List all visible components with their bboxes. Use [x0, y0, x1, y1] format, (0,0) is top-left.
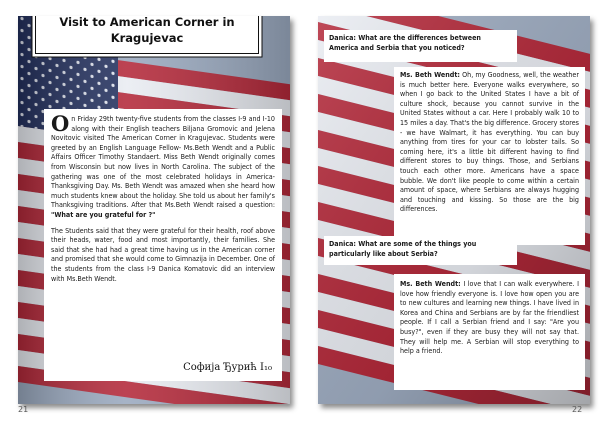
article-title: Visit to American Corner in Kragujevac [35, 16, 259, 54]
answer-1-text: Oh, my Goodness, well, the weather is much better here. Everyone walks everywhere, so when I go back to the United States I have a bit of culture shock, because you cannot survive in the United States without a car. Here I probably walk 10 to 15 miles a day. That's the big difference. Grocery stores - we have Walmart, it has everything. You can buy anything from tires for your car to lobster tails. So coming here, it's a little bit different having to find different stores to buy things. Those, and Serbians touch each other more. Americans have a space bubble. We don't like people to come within a certain amount of space, where Serbians are always hugging and touching and kissing. So those are the big differences. [400, 70, 579, 214]
interview-question-1: Danica: What are the differences between America and Serbia that you noticed? [324, 30, 517, 62]
drop-cap: O [51, 111, 70, 136]
article-paragraph-1 [51, 111, 275, 220]
answer-2-speaker: Ms. Beth Wendt: [400, 279, 461, 288]
grateful-question: "What are you grateful for ?" [51, 209, 156, 219]
article-paragraph-2: The Students said that they were grateful for their health, roof above their heads, water, food and most importantly, their families. She said that she had had a great time having us in the American corner and promised that she would come to Gimnazija in December. One of the students from the class I-9 Danica Komatovic did an interview with Ms.Beth Wendt. [51, 225, 275, 283]
article-text-box [44, 109, 282, 381]
paragraph-1-text: n Friday 29th twenty-five students from the classes I-9 and I-10 along with their English teachers Biljana Gromovic and Jelena Novitovic visited The American Corner in Kragujevac. Students were greeted by an English Language Fellow- Ms.Beth Wendt and a Public Affairs Officer Timothy Standaert. Miss Beth Wendt originally comes from Wisconsin but now lives in North Carolina. The subject of the gathering was one of the most celebrated holidays in America- Thanksgiving Day. Ms. Beth Wendt was amazed when she heard how much students knew about the holiday. She told us about her family's Thanksgiving traditions. After that Ms.Beth Wendt raised a question: [51, 114, 275, 210]
left-page [18, 16, 290, 404]
interview-answer-2 [394, 274, 585, 390]
interview-question-2: Danica: What are some of the things you particularly like about Serbia? [324, 236, 517, 265]
answer-1-speaker: Ms. Beth Wendt: [400, 70, 460, 79]
interview-answer-1 [394, 67, 585, 245]
author-signature: Софија Ђурић I₁₀ [183, 362, 272, 374]
page-number-right: 22 [572, 405, 583, 414]
page-number-left: 21 [18, 405, 29, 414]
right-page [318, 16, 590, 404]
answer-2-text: I love that I can walk everywhere. I love how friendly everyone is. I love how open you are to new cultures and learning new things. I have lived in Korea and China and Serbians are by far the friendliest people. If I call a Serbian friend and I say: "Are you busy?", even if they are busy they will not say that. They will help me. A Serbian will stop everything to help a friend. [400, 279, 579, 356]
